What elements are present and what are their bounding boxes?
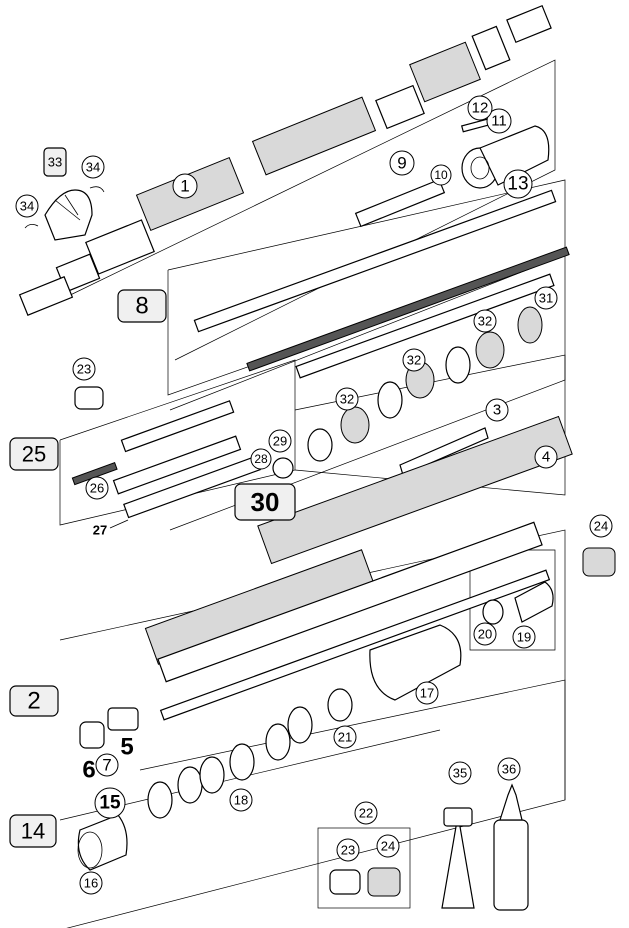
bottle-36: [494, 785, 528, 910]
bushings-28-29: [273, 458, 293, 478]
callout-24-bottom: [377, 835, 399, 857]
callout-22: [355, 802, 377, 824]
svg-text:23: 23: [340, 842, 356, 858]
svg-text:3: 3: [492, 401, 502, 419]
svg-text:11: 11: [491, 112, 507, 130]
callout-36: [498, 758, 520, 780]
callout-18: [230, 789, 252, 811]
callout-6: [82, 757, 95, 784]
svg-text:16: 16: [83, 875, 99, 891]
callout-34-a: [82, 156, 104, 178]
svg-text:6: 6: [82, 756, 96, 784]
callout-32-a: [474, 310, 496, 332]
svg-text:36: 36: [501, 761, 517, 777]
svg-text:23: 23: [76, 361, 92, 377]
callout-4: [535, 446, 557, 468]
svg-text:8: 8: [135, 292, 149, 320]
callout-30: [235, 484, 295, 520]
svg-text:14: 14: [20, 818, 46, 844]
callout-7: [96, 754, 118, 776]
svg-text:32: 32: [477, 313, 493, 329]
callout-31: [535, 287, 557, 309]
callout-9: [390, 151, 414, 175]
svg-text:28: 28: [254, 452, 268, 466]
callout-15: [95, 788, 125, 818]
callout-33: [44, 148, 66, 176]
svg-text:24: 24: [380, 838, 396, 854]
svg-text:27: 27: [92, 522, 108, 538]
svg-text:18: 18: [233, 792, 249, 808]
svg-text:31: 31: [538, 290, 554, 306]
svg-text:32: 32: [406, 352, 422, 368]
svg-text:15: 15: [99, 792, 121, 814]
callout-25: [10, 438, 58, 470]
svg-text:35: 35: [452, 765, 468, 781]
svg-text:12: 12: [471, 99, 489, 117]
callout-17: [416, 682, 438, 704]
callout-24-right: [590, 515, 612, 537]
svg-text:10: 10: [434, 168, 448, 182]
callouts: [10, 96, 612, 894]
svg-text:29: 29: [272, 433, 288, 449]
svg-text:13: 13: [507, 173, 529, 195]
clamp-assembly: [25, 187, 104, 240]
grease-tube-35: [442, 808, 474, 908]
callout-5: [120, 734, 133, 761]
tubes-25-27: [72, 401, 260, 518]
panel-frames: [60, 60, 565, 928]
ring-21: [328, 689, 352, 721]
shaft-9: [356, 180, 445, 227]
callout-1: [173, 174, 197, 198]
callout-8: [118, 290, 166, 322]
callout-23-top: [73, 358, 95, 380]
svg-text:30: 30: [250, 487, 280, 517]
bearing-housing-14: [78, 815, 127, 870]
svg-text:25: 25: [21, 441, 47, 467]
callout-29: [269, 430, 291, 452]
svg-text:34: 34: [19, 198, 35, 214]
callout-20: [474, 623, 496, 645]
svg-text:9: 9: [397, 153, 407, 173]
callout-27: [93, 520, 128, 538]
svg-text:26: 26: [89, 480, 105, 496]
callout-19: [513, 626, 535, 648]
callout-26: [86, 477, 108, 499]
callout-3: [486, 399, 508, 421]
svg-text:5: 5: [120, 733, 134, 761]
svg-text:34: 34: [85, 159, 101, 175]
callout-13: [504, 170, 532, 198]
bushing-24-right: [583, 548, 615, 576]
svg-text:7: 7: [102, 755, 112, 775]
svg-text:17: 17: [419, 685, 435, 701]
svg-text:21: 21: [337, 729, 353, 745]
svg-text:4: 4: [541, 448, 551, 466]
svg-text:32: 32: [339, 391, 355, 407]
callout-21: [334, 726, 356, 748]
callout-32-c: [336, 388, 358, 410]
svg-text:33: 33: [47, 154, 63, 170]
svg-text:1: 1: [180, 176, 190, 196]
svg-text:20: 20: [477, 626, 493, 642]
callout-10: [431, 165, 451, 185]
callout-12: [468, 96, 492, 120]
callout-14: [10, 815, 56, 847]
callout-32-b: [403, 349, 425, 371]
callout-16: [80, 872, 102, 894]
svg-text:24: 24: [593, 518, 609, 534]
callout-35: [449, 762, 471, 784]
callout-34-b: [16, 195, 38, 217]
bushing-23-top: [75, 387, 103, 409]
svg-text:22: 22: [358, 805, 374, 821]
outer-tube-4: [145, 416, 572, 719]
kit-22: [330, 868, 400, 896]
svg-text:19: 19: [516, 629, 532, 645]
callout-2: [10, 686, 58, 716]
svg-text:2: 2: [27, 687, 41, 715]
callout-23-bottom: [337, 839, 359, 861]
callout-28: [251, 449, 271, 469]
